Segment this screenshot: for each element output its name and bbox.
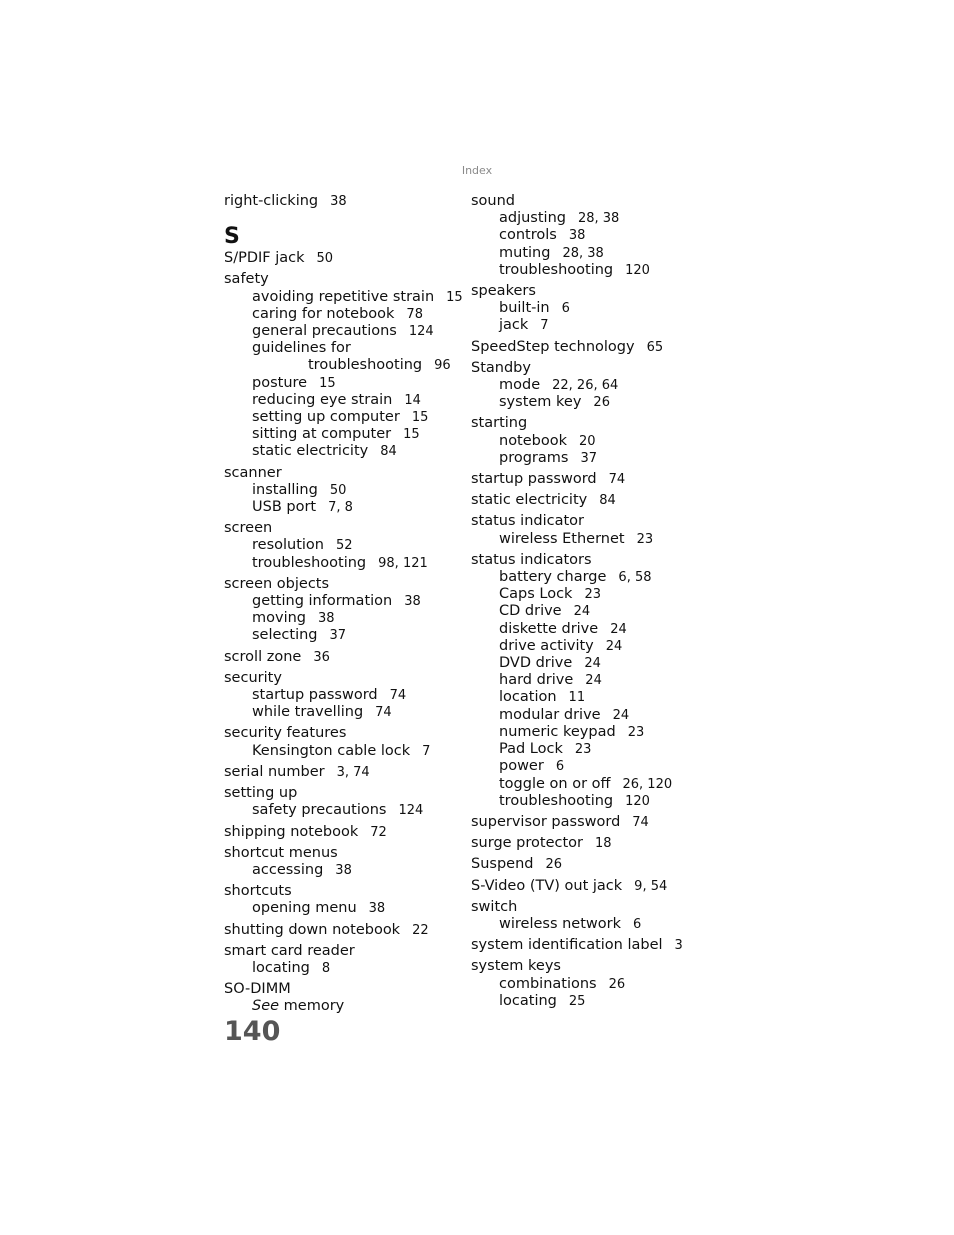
index-term-line xyxy=(224,943,469,960)
index-term: shortcuts xyxy=(224,883,292,900)
section-letter: S xyxy=(224,224,240,250)
page-reference: 23 xyxy=(584,587,601,603)
index-entry xyxy=(471,856,701,873)
index-entry xyxy=(471,937,701,954)
index-subterm: startup password xyxy=(252,687,378,704)
index-entry xyxy=(471,471,701,488)
index-subentry xyxy=(224,960,469,977)
page-reference: 74 xyxy=(375,705,392,721)
index-term-line xyxy=(224,764,469,781)
page-reference: 11 xyxy=(568,690,586,706)
index-subterm: hard drive xyxy=(499,672,574,689)
index-entry xyxy=(224,943,469,977)
index-term: startup password xyxy=(471,471,597,488)
index-subentry xyxy=(224,499,469,516)
index-subentry xyxy=(471,976,701,993)
index-term-line xyxy=(224,725,469,742)
index-subentry xyxy=(471,603,701,620)
index-subterm: resolution xyxy=(252,537,324,554)
index-subterm: numeric keypad xyxy=(499,723,616,740)
index-subterm: memory xyxy=(283,998,345,1015)
index-entry xyxy=(471,552,701,810)
index-subterm: while travelling xyxy=(252,704,364,721)
index-entry xyxy=(224,764,469,781)
index-subentry xyxy=(471,638,701,655)
page-reference: 3 xyxy=(674,938,683,954)
index-term-line xyxy=(471,878,701,895)
index-term: screen xyxy=(224,520,273,537)
page-reference: 7 xyxy=(540,318,549,334)
index-subentry xyxy=(471,776,701,793)
index-term-line xyxy=(224,981,469,998)
letter-entries xyxy=(471,193,701,1010)
page-reference: 23 xyxy=(627,724,645,740)
index-subterm: Caps Lock xyxy=(499,586,573,603)
index-subentry xyxy=(224,704,469,721)
index-column-left xyxy=(224,193,469,1020)
page-reference: 23 xyxy=(574,742,592,758)
index-subentry xyxy=(224,802,469,819)
page-reference: 65 xyxy=(646,339,664,355)
index-entry xyxy=(224,465,469,517)
index-term-line xyxy=(224,576,469,593)
page-reference: 84 xyxy=(380,444,397,460)
index-entry xyxy=(224,271,469,460)
pre-letter-entries xyxy=(224,193,469,210)
see-reference: See xyxy=(252,998,280,1015)
index-subentry xyxy=(471,300,701,317)
index-subentry xyxy=(224,426,469,443)
index-entry xyxy=(471,283,701,335)
index-term-line xyxy=(224,193,469,210)
index-term: switch xyxy=(471,898,518,915)
index-subterm: notebook xyxy=(499,432,568,449)
index-subterm: battery charge xyxy=(499,569,607,586)
index-subentry xyxy=(224,443,469,460)
page-reference: 26 xyxy=(545,857,563,873)
index-term-line xyxy=(224,649,469,666)
index-subterm: wireless Ethernet xyxy=(499,530,625,547)
index-subentry xyxy=(224,593,469,610)
page-reference: 52 xyxy=(335,538,353,554)
page-reference: 7 xyxy=(422,743,431,759)
index-term-line xyxy=(471,283,701,300)
index-term: Suspend xyxy=(471,856,534,873)
index-subterm: installing xyxy=(252,481,318,498)
index-term: shipping notebook xyxy=(224,823,359,840)
index-subentry xyxy=(224,862,469,879)
index-subterm: DVD drive xyxy=(499,655,573,672)
index-term: scanner xyxy=(224,464,282,481)
page-reference: 7, 8 xyxy=(328,500,353,516)
index-subentry xyxy=(224,392,469,409)
running-header: Index xyxy=(461,164,493,177)
page-reference: 24 xyxy=(612,707,630,723)
index-term: supervisor password xyxy=(471,813,621,830)
index-term-line xyxy=(471,856,701,873)
page-reference: 24 xyxy=(584,656,601,672)
index-subterm: mode xyxy=(499,377,541,394)
index-subterm: moving xyxy=(252,610,306,627)
page-reference: 24 xyxy=(585,673,602,689)
index-subentry xyxy=(224,306,469,323)
page-reference: 24 xyxy=(573,604,591,620)
index-term-line xyxy=(224,845,469,862)
index-subterm: programs xyxy=(499,449,569,466)
index-term: S/PDIF jack xyxy=(224,250,305,267)
page-reference: 84 xyxy=(599,493,616,509)
page-reference: 120 xyxy=(625,262,650,278)
page-reference: 38 xyxy=(404,594,421,610)
page-reference: 15 xyxy=(411,410,429,426)
page-reference: 6 xyxy=(555,759,565,775)
index-entry xyxy=(471,878,701,895)
index-term-line xyxy=(224,670,469,687)
index-subentry xyxy=(224,998,469,1015)
index-subterm: wireless network xyxy=(499,915,622,932)
page-reference: 25 xyxy=(568,993,586,1009)
index-subentry xyxy=(224,340,469,374)
index-entry xyxy=(471,899,701,933)
index-term-line xyxy=(471,899,701,916)
index-subterm: drive activity xyxy=(499,637,594,654)
index-term: shutting down notebook xyxy=(224,921,401,938)
index-term-line xyxy=(224,271,469,288)
index-term-line xyxy=(224,824,469,841)
index-term: status indicators xyxy=(471,551,592,568)
index-subterm: guidelines for troubleshooting xyxy=(252,340,423,374)
index-term-line xyxy=(471,814,701,831)
index-subterm: reducing eye strain xyxy=(252,391,393,408)
index-subentry xyxy=(224,323,469,340)
index-column-right xyxy=(471,193,701,1014)
page-reference: 38 xyxy=(318,611,335,627)
index-subterm: Kensington cable lock xyxy=(252,742,411,759)
index-subentry xyxy=(471,707,701,724)
index-subterm: location xyxy=(499,689,557,706)
page-reference: 26 xyxy=(593,395,610,411)
index-term-line xyxy=(224,883,469,900)
index-subentry xyxy=(471,210,701,227)
index-subentry xyxy=(224,375,469,392)
index-term: S-Video (TV) out jack xyxy=(471,877,623,894)
index-entry xyxy=(471,835,701,852)
index-entry xyxy=(471,492,701,509)
index-subterm: controls xyxy=(499,227,557,244)
index-subentry xyxy=(471,793,701,810)
index-term: setting up xyxy=(224,785,298,802)
index-subentry xyxy=(471,993,701,1010)
page-reference: 9, 54 xyxy=(634,878,668,894)
index-subterm: accessing xyxy=(252,861,324,878)
page-reference: 6 xyxy=(561,301,570,317)
page-reference: 23 xyxy=(636,531,654,547)
page-reference: 74 xyxy=(389,688,407,704)
index-subterm: selecting xyxy=(252,627,318,644)
letter-entries xyxy=(224,250,469,1015)
page-reference: 50 xyxy=(329,482,347,498)
index-term: security xyxy=(224,669,282,686)
index-term: scroll zone xyxy=(224,648,302,665)
index-term-line xyxy=(471,193,701,210)
page-reference: 28, 38 xyxy=(577,211,620,227)
index-term-line xyxy=(224,785,469,802)
index-subterm: diskette drive xyxy=(499,620,599,637)
index-subentry xyxy=(471,377,701,394)
index-subterm: setting up computer xyxy=(252,409,400,426)
index-subterm: avoiding repetitive strain xyxy=(252,288,435,305)
page-reference: 96 xyxy=(434,358,451,374)
index-term: sound xyxy=(471,193,516,209)
index-subentry xyxy=(224,289,469,306)
index-entry xyxy=(471,193,701,279)
index-subentry xyxy=(471,450,701,467)
index-subentry xyxy=(224,687,469,704)
index-term-line xyxy=(471,552,701,569)
page-reference: 37 xyxy=(580,450,597,466)
index-entry xyxy=(224,520,469,572)
index-subterm: toggle on or off xyxy=(499,775,611,792)
index-term: shortcut menus xyxy=(224,844,338,861)
page-reference: 15 xyxy=(403,427,420,443)
index-subentry xyxy=(471,245,701,262)
index-subterm: jack xyxy=(499,317,529,334)
index-subentry xyxy=(224,537,469,554)
index-term: right-clicking xyxy=(224,193,319,209)
index-entry xyxy=(471,513,701,547)
index-subentry xyxy=(224,743,469,760)
index-subterm: general precautions xyxy=(252,323,397,340)
page-reference: 18 xyxy=(595,836,612,852)
index-term: screen objects xyxy=(224,575,330,592)
index-entry xyxy=(224,883,469,917)
index-subentry xyxy=(471,916,701,933)
index-subentry xyxy=(471,621,701,638)
page-reference: 38 xyxy=(335,862,352,878)
index-subentry xyxy=(224,627,469,644)
index-subterm: safety precautions xyxy=(252,802,387,819)
page-reference: 36 xyxy=(313,649,330,665)
index-term: Standby xyxy=(471,359,531,376)
index-entry xyxy=(471,415,701,467)
page-reference: 120 xyxy=(625,793,650,809)
index-entry xyxy=(224,576,469,645)
page-reference: 26, 120 xyxy=(622,776,673,792)
index-subentry xyxy=(224,610,469,627)
page-reference: 6 xyxy=(633,916,642,932)
index-term: SpeedStep technology xyxy=(471,338,635,355)
index-term: safety xyxy=(224,271,269,288)
index-subterm: troubleshooting xyxy=(499,261,614,278)
page-reference: 38 xyxy=(568,228,586,244)
index-subterm: troubleshooting xyxy=(499,792,614,809)
page-reference: 3, 74 xyxy=(336,764,370,780)
index-subentry xyxy=(224,900,469,917)
index-subentry xyxy=(471,586,701,603)
page-reference: 22, 26, 64 xyxy=(552,378,619,394)
index-term-line xyxy=(471,513,701,530)
index-term: security features xyxy=(224,725,347,742)
page-reference: 78 xyxy=(406,306,423,322)
index-entry xyxy=(224,670,469,722)
index-entry xyxy=(224,649,469,666)
index-subterm: adjusting xyxy=(499,210,566,227)
index-subterm: troubleshooting xyxy=(252,554,367,571)
index-subterm: built-in xyxy=(499,300,550,317)
index-subterm: power xyxy=(499,758,544,775)
page-reference: 124 xyxy=(408,324,434,340)
index-subterm: Pad Lock xyxy=(499,741,563,758)
index-subterm: getting information xyxy=(252,593,393,610)
index-term-line xyxy=(224,922,469,939)
index-term: system keys xyxy=(471,958,561,975)
index-subterm: caring for notebook xyxy=(252,305,395,322)
index-subentry xyxy=(471,741,701,758)
index-term-line xyxy=(471,415,701,432)
index-subterm: sitting at computer xyxy=(252,426,392,443)
page-reference: 24 xyxy=(610,621,627,637)
index-entry xyxy=(224,824,469,841)
page-reference: 8 xyxy=(321,960,331,976)
page-reference: 74 xyxy=(632,814,649,830)
page-reference: 50 xyxy=(316,251,334,267)
index-entry xyxy=(224,250,469,267)
index-subterm: locating xyxy=(499,992,557,1009)
index-entry xyxy=(224,785,469,819)
index-subentry xyxy=(471,689,701,706)
page-reference: 28, 38 xyxy=(562,245,604,261)
page-reference: 74 xyxy=(608,472,626,488)
index-subentry xyxy=(224,482,469,499)
index-subentry xyxy=(471,655,701,672)
index-subterm: opening menu xyxy=(252,900,357,917)
page-reference: 38 xyxy=(368,901,386,917)
page-reference: 72 xyxy=(370,824,387,840)
index-subterm: muting xyxy=(499,244,551,261)
index-subterm: modular drive xyxy=(499,706,601,723)
index-subterm: USB port xyxy=(252,499,317,516)
index-term-line xyxy=(471,492,701,509)
page-reference: 15 xyxy=(319,375,336,391)
index-subentry xyxy=(471,394,701,411)
index-term: speakers xyxy=(471,283,536,300)
index-term-line xyxy=(471,339,701,356)
index-subterm: static electricity xyxy=(252,443,369,460)
index-subentry xyxy=(471,672,701,689)
index-term: system identification label xyxy=(471,937,663,954)
index-term: status indicator xyxy=(471,513,584,530)
page-reference: 38 xyxy=(330,194,347,209)
index-subentry xyxy=(471,724,701,741)
index-entry xyxy=(224,845,469,879)
index-subentry xyxy=(471,569,701,586)
page-reference: 124 xyxy=(398,803,424,819)
page-reference: 15 xyxy=(446,289,463,305)
page-reference: 14 xyxy=(404,392,421,408)
index-subentry xyxy=(471,531,701,548)
page-reference: 6, 58 xyxy=(618,570,652,586)
index-term-line xyxy=(224,465,469,482)
index-term: starting xyxy=(471,415,528,432)
index-term-line xyxy=(224,250,469,267)
index-entry xyxy=(471,360,701,412)
index-term-line xyxy=(471,471,701,488)
index-entry xyxy=(471,814,701,831)
index-entry xyxy=(471,958,701,1010)
index-subentry xyxy=(471,317,701,334)
index-term-line xyxy=(471,958,701,975)
page-reference: 24 xyxy=(605,638,623,654)
index-term: surge protector xyxy=(471,835,583,852)
index-subentry xyxy=(471,758,701,775)
index-entry xyxy=(224,193,469,210)
page-reference: 26 xyxy=(608,976,626,992)
index-subentry xyxy=(471,227,701,244)
index-subterm: posture xyxy=(252,374,308,391)
index-term: smart card reader xyxy=(224,942,355,959)
index-term: static electricity xyxy=(471,492,588,509)
index-entry xyxy=(471,339,701,356)
page-reference: 37 xyxy=(329,628,347,644)
index-entry xyxy=(224,725,469,759)
page-reference: 22 xyxy=(412,922,429,938)
index-term-line xyxy=(224,520,469,537)
index-subterm: combinations xyxy=(499,975,597,992)
index-term: SO-DIMM xyxy=(224,981,291,998)
index-subterm: system key xyxy=(499,394,582,411)
index-subterm: locating xyxy=(252,959,310,976)
page-reference: 98, 121 xyxy=(378,555,428,571)
index-entry xyxy=(224,922,469,939)
index-subentry xyxy=(224,555,469,572)
index-term-line xyxy=(471,360,701,377)
index-term-line xyxy=(471,835,701,852)
page-reference: 20 xyxy=(579,433,596,449)
page-number: 140 xyxy=(224,1016,281,1047)
index-subentry xyxy=(471,262,701,279)
index-subterm: CD drive xyxy=(499,603,562,620)
index-subentry xyxy=(471,433,701,450)
index-term-line xyxy=(471,937,701,954)
index-subentry xyxy=(224,409,469,426)
index-term: serial number xyxy=(224,763,325,780)
index-entry xyxy=(224,981,469,1015)
